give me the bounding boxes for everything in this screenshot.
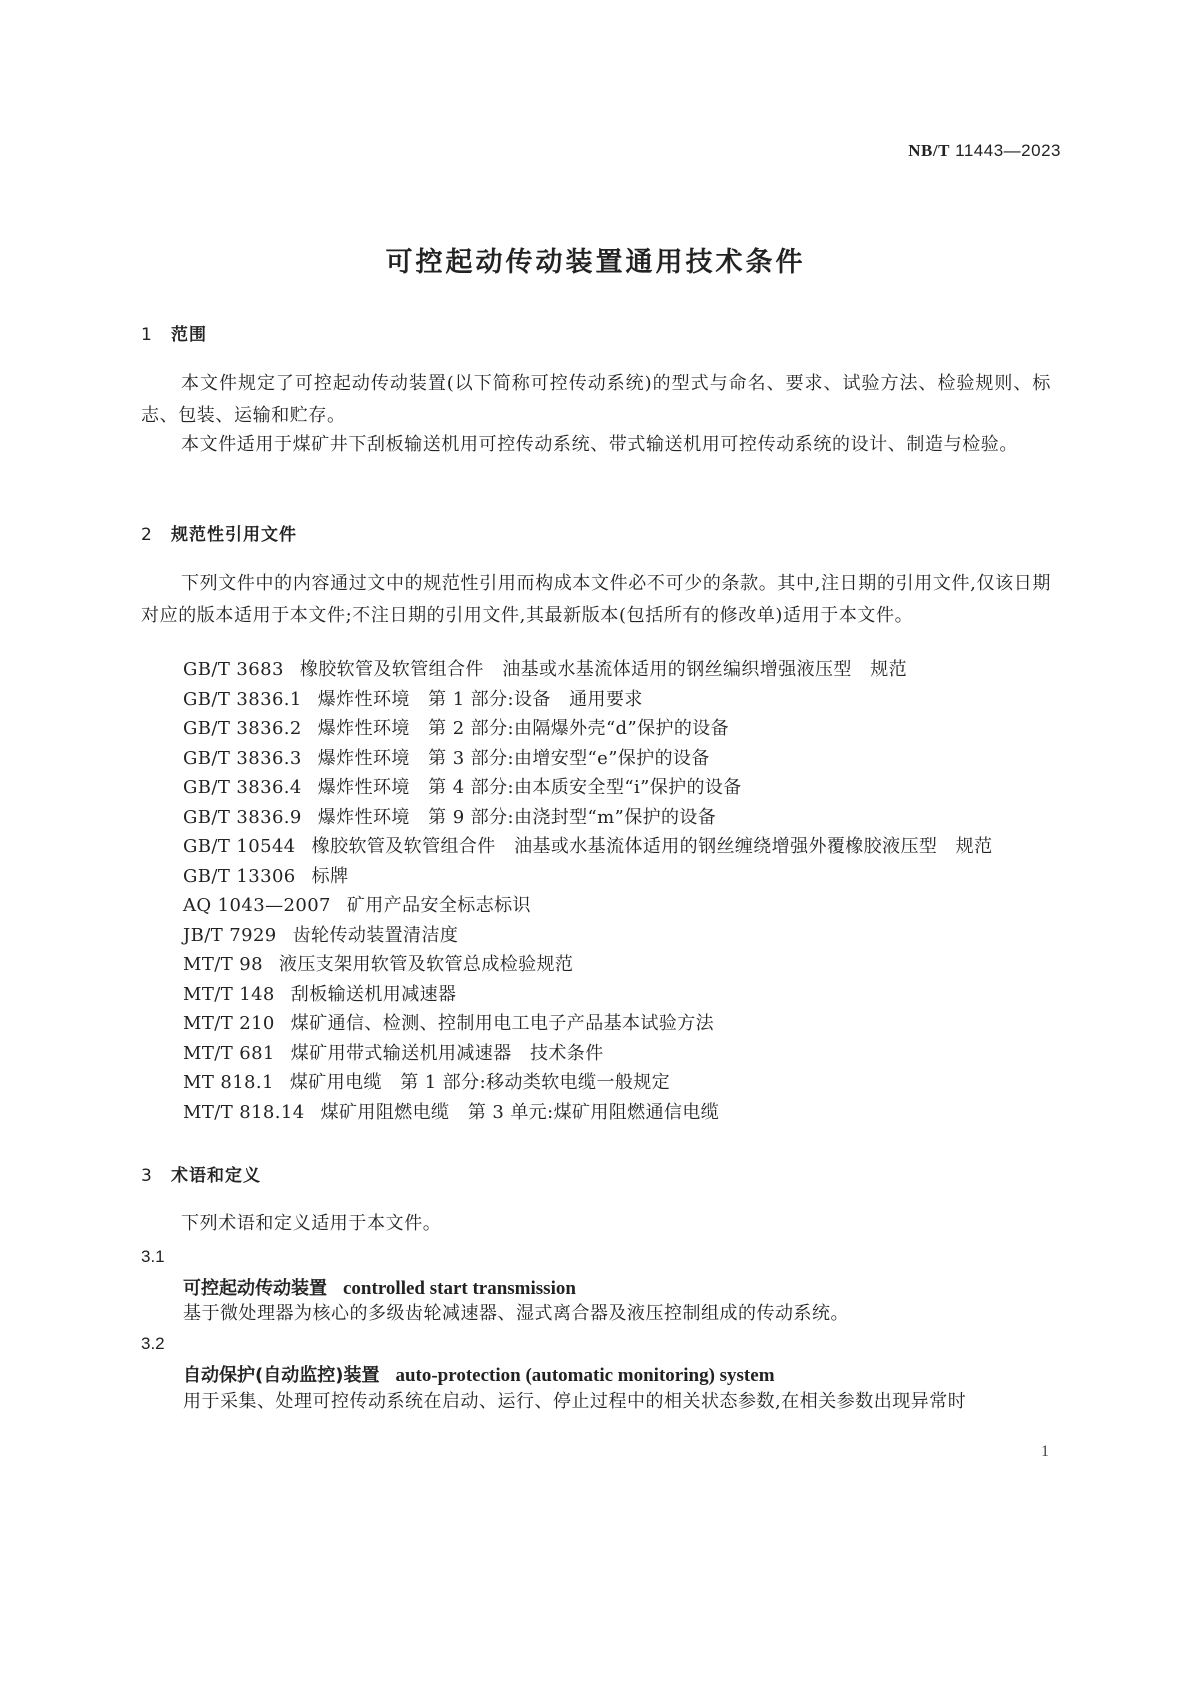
document-code-number: 11443—2023 <box>955 141 1061 160</box>
reference-item <box>183 950 992 980</box>
reference-item <box>183 862 992 892</box>
reference-code: GB/T 10544 <box>183 836 296 857</box>
reference-code: GB/T 3836.4 <box>183 777 302 798</box>
reference-title: 煤矿用电缆 第 1 部分:移动类软电缆一般规定 <box>289 1072 671 1093</box>
section-title: 术语和定义 <box>171 1166 261 1186</box>
term-name-zh: 自动保护(自动监控)装置 <box>183 1365 380 1386</box>
section-1-paragraph: 本文件规定了可控起动传动装置(以下简称可控传动系统)的型式与命名、要求、试验方法、检验规则、标志、包装、运输和贮存。 <box>141 373 1051 426</box>
reference-code: GB/T 3836.9 <box>183 806 302 828</box>
reference-item <box>183 980 992 1010</box>
section-number: 1 <box>141 325 153 345</box>
reference-code: AQ 1043—2007 <box>183 895 331 916</box>
reference-code: GB/T 3836.2 <box>183 718 302 739</box>
reference-item <box>183 921 992 951</box>
reference-code: MT/T 818.14 <box>183 1101 305 1123</box>
reference-title: 煤矿通信、检测、控制用电工电子产品基本试验方法 <box>290 1013 714 1034</box>
section-3-intro: 下列术语和定义适用于本文件。 <box>181 1213 442 1234</box>
reference-title: 橡胶软管及软管组合件 油基或水基流体适用的钢丝缠绕增强外覆橡胶液压型 规范 <box>311 836 993 857</box>
term-name <box>183 1274 576 1300</box>
reference-title: 标牌 <box>311 865 349 887</box>
reference-title: 爆炸性环境 第 1 部分:设备 通用要求 <box>317 688 643 710</box>
section-2-heading <box>141 520 297 545</box>
section-1-paragraph: 本文件适用于煤矿井下刮板输送机用可控传动系统、带式输送机用可控传动系统的设计、制造与检验。 <box>181 434 1018 455</box>
term-number: 3.2 <box>141 1334 165 1353</box>
reference-item <box>183 744 992 774</box>
reference-code: GB/T 3836.1 <box>183 688 302 710</box>
reference-item <box>183 891 992 921</box>
document-code-prefix: NB/T <box>908 141 950 160</box>
document-code <box>908 141 1061 161</box>
reference-title: 齿轮传动装置清洁度 <box>292 924 459 946</box>
reference-title: 煤矿用阻燃电缆 第 3 单元:煤矿用阻燃通信电缆 <box>320 1101 720 1123</box>
reference-item <box>183 685 992 715</box>
term-name-zh: 可控起动传动装置 <box>183 1278 327 1299</box>
reference-title: 液压支架用软管及软管总成检验规范 <box>278 954 574 975</box>
page-number: 1 <box>1041 1443 1049 1460</box>
normative-reference-list <box>183 655 992 1127</box>
section-1-heading <box>141 320 207 345</box>
section-2-intro: 下列文件中的内容通过文中的规范性引用而构成本文件必不可少的条款。其中,注日期的引用文件,仅该日期对应的版本适用于本文件;不注日期的引用文件,其最新版本(包括所有的修改单)适用于本文件。 <box>141 573 1051 626</box>
reference-code: MT 818.1 <box>183 1072 274 1093</box>
reference-item <box>183 773 992 803</box>
term-number: 3.1 <box>141 1247 165 1266</box>
reference-title: 煤矿用带式输送机用减速器 技术条件 <box>290 1042 604 1064</box>
reference-title: 橡胶软管及软管组合件 油基或水基流体适用的钢丝编织增强液压型 规范 <box>299 659 908 680</box>
term-definition: 用于采集、处理可控传动系统在启动、运行、停止过程中的相关状态参数,在相关参数出现异常时 <box>183 1391 967 1412</box>
reference-item <box>183 803 992 833</box>
reference-code: GB/T 13306 <box>183 865 296 887</box>
reference-item <box>183 832 992 862</box>
section-number: 3 <box>141 1166 153 1186</box>
reference-code: MT/T 148 <box>183 983 275 1005</box>
reference-item <box>183 1009 992 1039</box>
section-3-heading <box>141 1161 261 1186</box>
term-name-en: controlled start transmission <box>343 1278 576 1299</box>
term-definition: 基于微处理器为核心的多级齿轮减速器、湿式离合器及液压控制组成的传动系统。 <box>183 1303 849 1324</box>
reference-title: 爆炸性环境 第 2 部分:由隔爆外壳“d”保护的设备 <box>317 718 730 739</box>
section-title: 规范性引用文件 <box>171 525 297 545</box>
section-number: 2 <box>141 525 153 545</box>
reference-code: GB/T 3683 <box>183 659 284 680</box>
reference-code: MT/T 98 <box>183 954 263 975</box>
reference-title: 爆炸性环境 第 9 部分:由浇封型“m”保护的设备 <box>317 806 717 828</box>
document-title: 可控起动传动装置通用技术条件 <box>385 247 806 278</box>
reference-item <box>183 714 992 744</box>
section-title: 范围 <box>171 325 207 345</box>
reference-item <box>183 1039 992 1069</box>
reference-title: 刮板输送机用减速器 <box>290 983 457 1005</box>
reference-title: 爆炸性环境 第 3 部分:由增安型“e”保护的设备 <box>317 747 710 769</box>
reference-item <box>183 1098 992 1128</box>
reference-code: MT/T 210 <box>183 1013 275 1034</box>
term-name <box>183 1361 775 1387</box>
term-name-en: auto-protection (automatic monitoring) system <box>395 1365 775 1386</box>
reference-code: MT/T 681 <box>183 1042 275 1064</box>
reference-title: 爆炸性环境 第 4 部分:由本质安全型“i”保护的设备 <box>317 777 742 798</box>
reference-title: 矿用产品安全标志标识 <box>346 895 531 916</box>
reference-code: GB/T 3836.3 <box>183 747 302 769</box>
reference-item <box>183 655 992 685</box>
reference-code: JB/T 7929 <box>183 924 277 946</box>
reference-item <box>183 1068 992 1098</box>
